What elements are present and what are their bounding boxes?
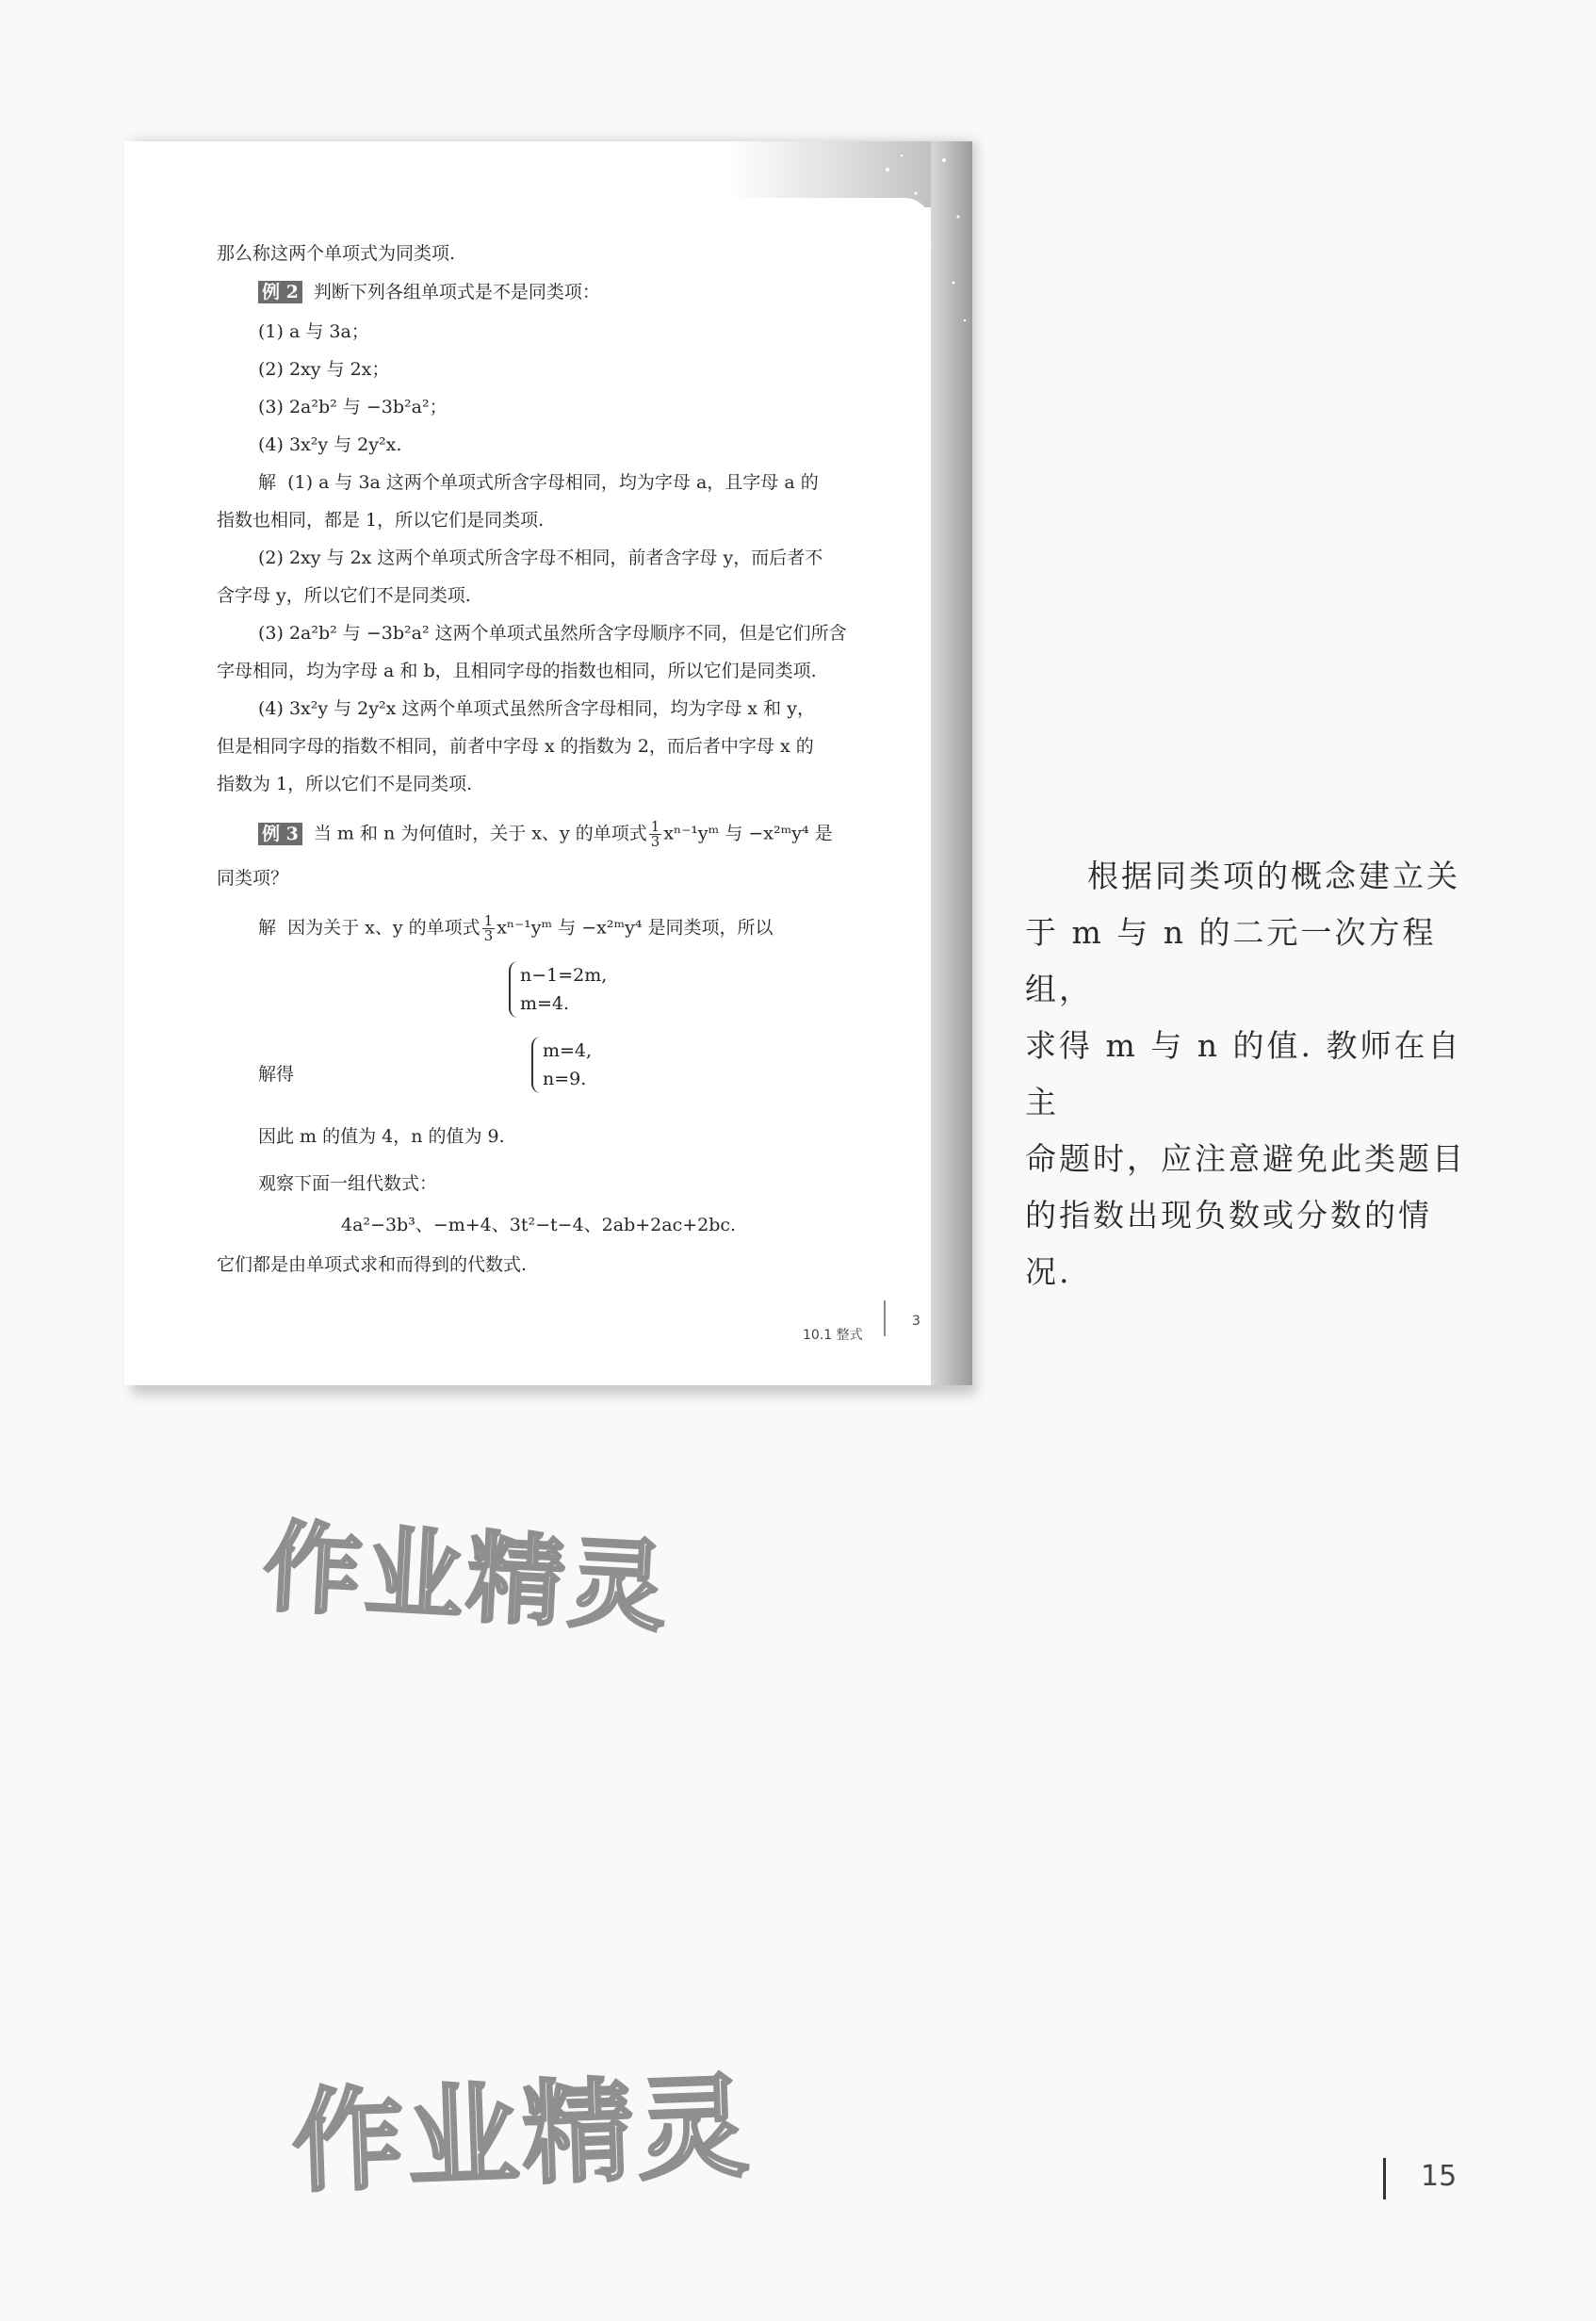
observe-line: 观察下面一组代数式： bbox=[258, 1173, 438, 1194]
solve-label: 解得 bbox=[258, 1064, 295, 1085]
equation-solution: m=4, n=9. bbox=[531, 1037, 592, 1093]
solution-line: 指数也相同，都是 1，所以它们是同类项. bbox=[217, 510, 545, 531]
conclusion-line: 因此 m 的值为 4，n 的值为 9. bbox=[258, 1126, 505, 1147]
intro-line: 那么称这两个单项式为同类项. bbox=[217, 243, 456, 264]
page-number: 15 bbox=[1421, 2160, 1458, 2193]
example-3-heading: 例 3 当 m 和 n 为何值时，关于 x、y 的单项式 $\frac{1}{3}$ xⁿ⁻¹yᵐ 与 −x²ᵐy⁴ 是 bbox=[258, 820, 833, 849]
example-3-line2: 同类项？ bbox=[217, 868, 289, 889]
solution-label: 解 bbox=[258, 472, 277, 493]
solution-3-line: 解 因为关于 x、y 的单项式 $\frac{1}{3}$ xⁿ⁻¹yᵐ 与 −x²ᵐy⁴ 是同类项，所以 bbox=[258, 912, 774, 944]
example-2-item: (4) 3x²y 与 2y²x. bbox=[258, 434, 402, 455]
solution-line: 但是相同字母的指数不相同，前者中字母 x 的指数为 2，而后者中字母 x 的 bbox=[217, 736, 814, 757]
page-number-divider bbox=[1383, 2158, 1386, 2199]
solution-line: 指数为 1，所以它们不是同类项. bbox=[217, 774, 473, 794]
solution-line: 字母相同，均为字母 a 和 b，且相同字母的指数也相同，所以它们是同类项. bbox=[217, 661, 817, 681]
example-2-item: (3) 2a²b² 与 −3b²a²； bbox=[258, 397, 448, 417]
example-2-item: (1) a 与 3a； bbox=[258, 321, 369, 342]
example-2-item: (2) 2xy 与 2x； bbox=[258, 359, 390, 380]
example-badge: 例 2 bbox=[258, 281, 302, 303]
fraction: $\frac{1}{3}$ bbox=[650, 818, 660, 850]
footer-divider bbox=[884, 1300, 886, 1336]
section-footer: 10.1 整式 bbox=[803, 1328, 863, 1343]
solution-line: (4) 3x²y 与 2y²x 这两个单项式虽然所含字母相同，均为字母 x 和 y， bbox=[258, 698, 815, 719]
watermark-logo: 作业精灵 bbox=[260, 1509, 674, 1646]
solution-line: 含字母 y，所以它们不是同类项. bbox=[217, 585, 471, 606]
expressions-line: 4a²−3b³、−m+4、3t²−t−4、2ab+2ac+2bc. bbox=[341, 1215, 737, 1235]
textbook-page-scan bbox=[124, 141, 972, 1385]
fraction: $\frac{1}{3}$ bbox=[483, 912, 494, 944]
teacher-side-note: 根据同类项的概念建立关 于 m 与 n 的二元一次方程组， 求得 m 与 n 的值. 教师在自主 命题时，应注意避免此类题目 的指数出现负数或分数的情 况. bbox=[1025, 858, 1466, 1290]
equation-system: n−1=2m, m=4. bbox=[509, 961, 607, 1018]
solution-line: (3) 2a²b² 与 −3b²a² 这两个单项式虽然所含字母顺序不同，但是它们所含 bbox=[258, 623, 847, 644]
example-2-prompt: 判断下列各组单项式是不是同类项： bbox=[313, 282, 600, 302]
solution-line: 解 (1) a 与 3a 这两个单项式所含字母相同，均为字母 a，且字母 a 的 bbox=[258, 472, 819, 493]
watermark-logo: 作业精灵 bbox=[290, 2061, 755, 2208]
solution-line: (2) 2xy 与 2x 这两个单项式所含字母不相同，前者含字母 y，而后者不 bbox=[258, 548, 823, 568]
example-2-heading bbox=[258, 281, 600, 303]
closing-line: 它们都是由单项式求和而得到的代数式. bbox=[217, 1254, 528, 1275]
inner-page-number: 3 bbox=[912, 1314, 920, 1329]
example-badge: 例 3 bbox=[258, 823, 302, 845]
